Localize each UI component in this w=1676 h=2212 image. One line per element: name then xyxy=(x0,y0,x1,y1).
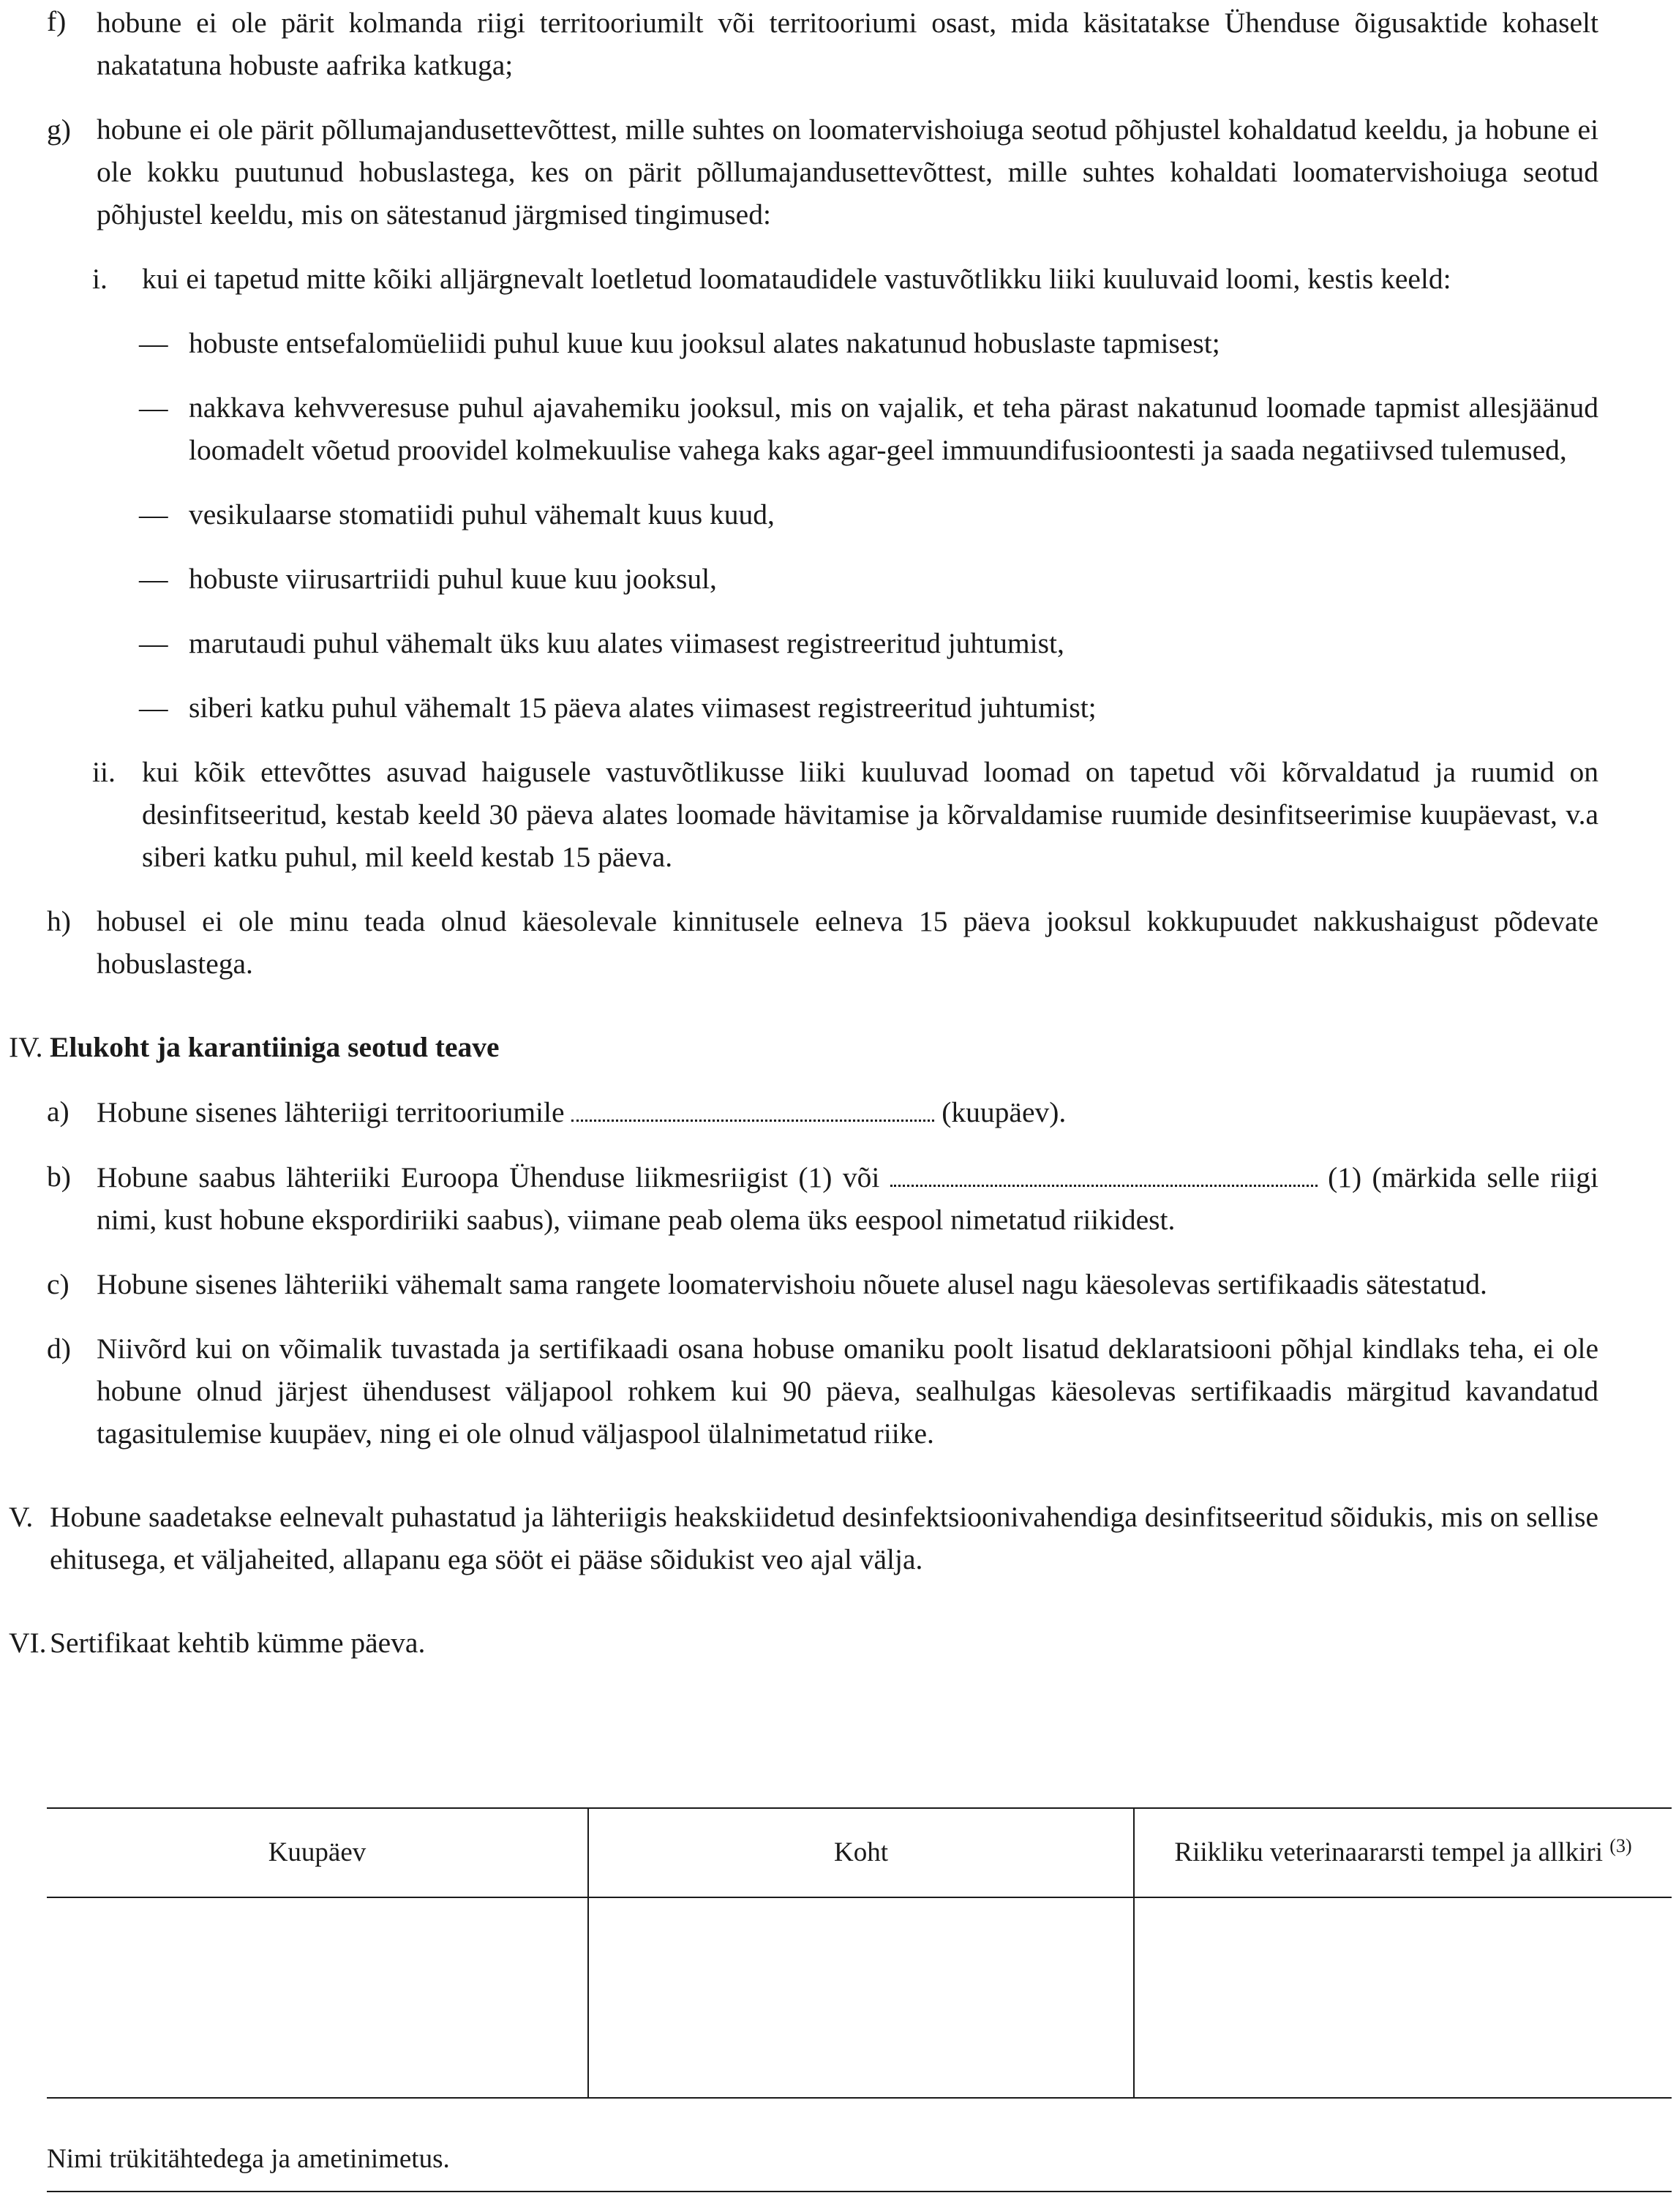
column-header-date: Kuupäev xyxy=(47,1808,588,1897)
subclause-ii xyxy=(9,751,1598,878)
name-and-title-field[interactable]: Nimi trükitähtedega ja ametinimetus. xyxy=(47,2098,1672,2192)
date-entry-field[interactable] xyxy=(571,1090,934,1122)
section-text: Hobune saadetakse eelnevalt puhastatud ja lähteriigis heakskiidetud desinfektsioonivahendiga desinfitseeritud sõidukis, mis on sellise ehitusega, et väljaheited, allapanu ega sööt ei pääse sõidukist veo ajal välja. xyxy=(50,1501,1598,1575)
clause-text: Hobune sisenes lähteriigi territooriumile xyxy=(97,1096,565,1128)
country-entry-field[interactable] xyxy=(890,1155,1318,1187)
clause-label: d) xyxy=(47,1332,71,1365)
clause-label: h) xyxy=(47,905,71,937)
dash-marker: — xyxy=(139,627,168,659)
clause-iv-d xyxy=(9,1327,1598,1455)
section-vi xyxy=(9,1621,1598,1664)
signature-table-footer xyxy=(47,2098,1672,2192)
clause-or: või xyxy=(842,1161,880,1193)
footnote-ref: (1) xyxy=(1328,1161,1362,1193)
clause-text-suffix: (kuupäev). xyxy=(942,1096,1067,1128)
column-header-stamp xyxy=(1134,1808,1672,1897)
dash-marker: — xyxy=(139,563,168,595)
clause-text: hobune ei ole pärit põllumajandusettevõttest, mille suhtes on loomatervishoiuga seotud põhjustel kohaldatud keeldu, ja hobune ei ole kokku puutunud hobuslastega, kes on pärit põllumajandusettevõttest, mille suhtes kohaldati loomatervishoiuga seotud põhjustel keeldu, mis on sätestanud järgmised tingimused: xyxy=(97,113,1598,230)
dash-item xyxy=(9,493,1598,536)
clause-text: Hobune saabus lähteriiki Euroopa Ühenduse liikmesriigist xyxy=(97,1161,789,1193)
section-number: IV. xyxy=(9,1031,43,1063)
dash-item xyxy=(9,558,1598,600)
section-number: VI. xyxy=(9,1627,47,1659)
stamp-signature-cell[interactable] xyxy=(1134,1897,1672,2098)
column-header-place: Koht xyxy=(588,1808,1134,1897)
subclause-text: kui kõik ettevõttes asuvad haigusele vastuvõtlikusse liiki kuuluvad loomad on tapetud või kõrvaldatud ja ruumid on desinfitseeritud, kestab keeld 30 päeva alates loomade hävitamise ja kõrvaldamise ruumide desinfitseerimise kuupäevast, v.a siberi katku puhul, mil keeld kestab 15 päeva. xyxy=(142,756,1598,873)
clause-f xyxy=(9,0,1598,86)
clause-iv-c xyxy=(9,1263,1598,1305)
dash-text: hobuste viirusartriidi puhul kuue kuu jooksul, xyxy=(189,563,717,595)
dash-item xyxy=(9,622,1598,664)
clause-text: hobusel ei ole minu teada olnud käesolevale kinnitusele eelneva 15 päeva jooksul kokkupuudet nakkushaigust põdevate hobuslastega. xyxy=(97,905,1598,980)
clause-iv-a xyxy=(9,1090,1598,1133)
signature-table-entry-row xyxy=(47,1897,1672,2098)
clause-text: hobune ei ole pärit kolmanda riigi territooriumilt või territooriumi osast, mida käsitatakse Ühenduse õigusaktide kohaselt nakatatuna hobuste aafrika katkuga; xyxy=(97,7,1598,81)
section-v xyxy=(9,1496,1598,1581)
dash-item xyxy=(9,386,1598,471)
dash-text: vesikulaarse stomatiidi puhul vähemalt kuus kuud, xyxy=(189,498,775,530)
clause-label: g) xyxy=(47,113,71,146)
dash-marker: — xyxy=(139,391,168,424)
dash-text: siberi katku puhul vähemalt 15 päeva alates viimasest registreeritud juhtumist; xyxy=(189,691,1097,724)
footnote-ref: (1) xyxy=(798,1161,833,1193)
clause-text-suffix: (märkida selle riigi nimi, kust hobune ekspordiriiki saabus), viimane peab olema üks eespool nimetatud riikidest. xyxy=(97,1161,1599,1236)
section-title: Elukoht ja karantiiniga seotud teave xyxy=(50,1031,500,1063)
clause-text: Hobune sisenes lähteriiki vähemalt sama rangete loomatervishoiu nõuete alusel nagu käesolevas sertifikaadis sätestatud. xyxy=(97,1268,1487,1300)
dash-text: marutaudi puhul vähemalt üks kuu alates viimasest registreeritud juhtumist, xyxy=(189,627,1064,659)
dash-item xyxy=(9,686,1598,729)
subclause-label: i. xyxy=(92,263,108,295)
place-cell[interactable] xyxy=(588,1897,1134,2098)
section-number: V. xyxy=(9,1501,34,1533)
date-cell[interactable] xyxy=(47,1897,588,2098)
dash-item xyxy=(9,322,1598,364)
footnote-ref: (3) xyxy=(1609,1835,1632,1856)
subclause-text: kui ei tapetud mitte kõiki alljärgnevalt loetletud loomataudidele vastuvõtlikku liiki kuuluvaid loomi, kestis keeld: xyxy=(142,263,1451,295)
clause-h xyxy=(9,900,1598,985)
dash-text: nakkava kehvveresuse puhul ajavahemiku jooksul, mis on vajalik, et teha pärast nakatunud loomade tapmist allesjäänud loomadelt võetud proovidel kolmekuulise vahega kaks agar-geel immuundifusioontesti ja saada negatiivsed tulemused, xyxy=(189,391,1598,466)
signature-table-header xyxy=(47,1808,1672,1897)
section-iv-heading xyxy=(9,1026,1598,1068)
clause-text: Niivõrd kui on võimalik tuvastada ja sertifikaadi osana hobuse omaniku poolt lisatud deklaratsiooni põhjal kindlaks teha, ei ole hobune olnud järjest ühendusest väljapool rohkem kui 90 päeva, sealhulgas käesolevas sertifikaadis märgitud kavandatud tagasitulemise kuupäev, ning ei ole olnud väljaspool ülalnimetatud riike. xyxy=(97,1332,1598,1450)
clause-g xyxy=(9,108,1598,236)
dash-text: hobuste entsefalomüeliidi puhul kuue kuu jooksul alates nakatunud hobuslaste tapmisest; xyxy=(189,327,1220,359)
clause-iv-b xyxy=(9,1155,1598,1241)
dash-marker: — xyxy=(139,691,168,724)
stamp-header-text: Riikliku veterinaararsti tempel ja allkiri xyxy=(1174,1837,1604,1867)
clause-label: f) xyxy=(47,5,67,37)
subclause-i xyxy=(9,258,1598,300)
subclause-label: ii. xyxy=(92,756,116,788)
dash-marker: — xyxy=(139,327,168,359)
section-text: Sertifikaat kehtib kümme päeva. xyxy=(50,1627,426,1659)
clause-label: c) xyxy=(47,1268,69,1300)
clause-label: a) xyxy=(47,1095,69,1128)
clause-label: b) xyxy=(47,1161,71,1193)
dash-marker: — xyxy=(139,498,168,530)
signature-table xyxy=(47,1807,1672,2192)
